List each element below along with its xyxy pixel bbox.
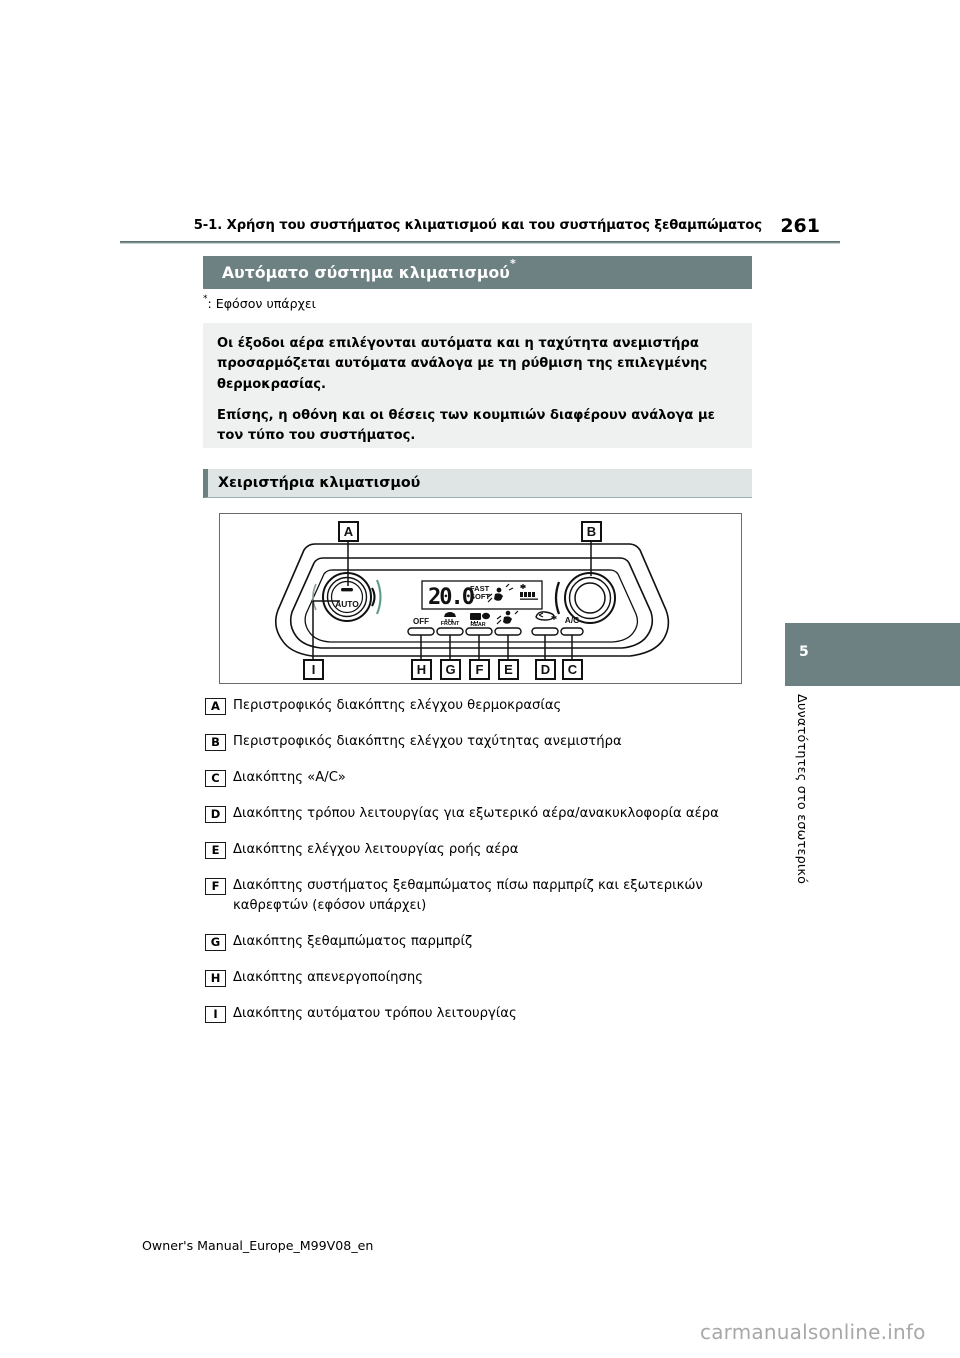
climate-control-panel-figure — [219, 513, 742, 684]
info-paragraph-1: Οι έξοδοι αέρα επιλέγονται αυτόματα και η ταχύτητα ανεμιστήρα προσαρμόζεται αυτόματα ανάλογα με τη ρύθμιση της επιλεγμένης θερμοκρασίας. — [217, 336, 708, 392]
callout-E — [499, 660, 518, 679]
legend-label: Διακόπτης τρόπου λειτουργίας για εξωτερικό αέρα/ανακυκλοφορία αέρα — [233, 805, 719, 821]
auto-button-marker — [341, 588, 353, 591]
climate-display — [422, 581, 542, 610]
legend-key: G — [205, 934, 226, 951]
legend-key: C — [205, 770, 226, 787]
airflow-mode-button[interactable] — [495, 628, 521, 635]
svg-text:H: H — [416, 662, 427, 677]
page-header — [120, 206, 820, 240]
front-label: FRONT — [440, 621, 460, 627]
breadcrumb: 5-1. Χρήση του συστήματος κλιματισμού και του συστήματος ξεθαμπώματος — [193, 218, 762, 233]
list-item — [205, 840, 785, 860]
subsection-title-bar — [203, 469, 752, 498]
chapter-tab — [785, 623, 960, 686]
footnote-marker: * — [203, 294, 208, 304]
header-divider — [120, 241, 840, 244]
ac-button[interactable] — [561, 628, 583, 635]
svg-text:D: D — [540, 662, 551, 677]
svg-text:F: F — [475, 662, 484, 677]
list-item — [205, 696, 785, 716]
display-temperature: 20.0 — [428, 585, 473, 610]
watermark: carmanualsonline.info — [700, 1320, 926, 1344]
callout-C — [563, 660, 582, 679]
temperature-knob[interactable] — [313, 573, 381, 621]
legend-label: Διακόπτης «A/C» — [233, 769, 346, 785]
callout-I — [304, 660, 323, 679]
recirculation-icon — [536, 612, 554, 620]
airflow-mode-icon — [497, 611, 518, 624]
subsection-title: Χειριστήρια κλιματισμού — [218, 475, 421, 491]
info-paragraph-2: Επίσης, η οθόνη και οι θέσεις των κουμπιών διαφέρουν ανάλογα με τον τύπο του συστήματος. — [217, 407, 715, 444]
ac-label: A/C — [564, 615, 580, 625]
svg-text:A: A — [343, 524, 354, 539]
fan-speed-knob[interactable] — [552, 573, 616, 623]
legend-label: Διακόπτης αυτόματου τρόπου λειτουργίας — [233, 1006, 517, 1022]
legend-label: Διακόπτης απενεργοποίησης — [233, 970, 423, 986]
section-title-bar — [203, 256, 752, 289]
info-box — [203, 323, 752, 448]
legend-key: F — [205, 878, 226, 895]
display-fast-label: FAST — [470, 584, 490, 593]
section-title: Αυτόματο σύστημα κλιματισμού* — [222, 257, 516, 283]
footnote-text: : Εφόσον υπάρχει — [207, 296, 316, 312]
legend-key: H — [205, 970, 226, 987]
list-item — [205, 968, 785, 988]
legend-label: Διακόπτης ξεθαμπώματος παρμπρίζ — [233, 934, 473, 950]
chapter-number: 5 — [799, 644, 809, 660]
svg-text:C: C — [567, 662, 578, 677]
callout-F — [470, 660, 489, 679]
list-item — [205, 732, 785, 752]
list-item — [205, 804, 785, 824]
footer-file-name: Owner's Manual_Europe_M99V08_en — [142, 1238, 374, 1253]
list-item — [205, 876, 785, 917]
svg-text:E: E — [504, 662, 513, 677]
rear-defogger-button[interactable] — [466, 628, 492, 635]
legend-label: Περιστροφικός διακόπτης ελέγχου ταχύτητας ανεμιστήρα — [233, 733, 622, 749]
list-item — [205, 768, 785, 788]
legend-label: Διακόπτης συστήματος ξεθαμπώματος πίσω παρμπρίζ και εξωτερικών καθρεφτών (εφόσον υπάρχει) — [233, 877, 703, 914]
callout-B — [582, 522, 601, 541]
callout-G — [441, 660, 460, 679]
off-button[interactable] — [408, 628, 434, 635]
legend-key: B — [205, 734, 226, 751]
display-soft-label: SOFT — [470, 592, 490, 601]
front-defogger-button[interactable] — [437, 628, 463, 635]
svg-text:B: B — [586, 524, 597, 539]
legend-key: E — [205, 842, 226, 859]
air-recirculation-button[interactable] — [532, 628, 558, 635]
callout-H — [412, 660, 431, 679]
section-title-footnote-marker: * — [509, 257, 516, 271]
footnote — [203, 296, 316, 311]
off-label: OFF — [413, 617, 429, 626]
legend-key: I — [205, 1006, 226, 1023]
legend-key: D — [205, 806, 226, 823]
legend-label: Περιστροφικός διακόπτης ελέγχου θερμοκρασίας — [233, 698, 562, 713]
svg-text:I: I — [311, 662, 316, 677]
list-item — [205, 1004, 785, 1024]
auto-label: AUTO — [335, 599, 359, 609]
legend-label: Διακόπτης ελέγχου λειτουργίας ροής αέρα — [233, 841, 519, 857]
callout-A — [339, 522, 358, 541]
callout-D — [536, 660, 555, 679]
svg-text:G: G — [445, 662, 456, 677]
legend-key: A — [205, 698, 226, 715]
legend-list — [205, 696, 785, 1040]
climate-panel-diagram — [220, 514, 741, 683]
rear-label: REAR — [470, 622, 486, 628]
page-number: 261 — [780, 215, 820, 237]
button-row — [408, 611, 583, 635]
chapter-tab-label: Δυνατότητες στο εσωτερικό — [794, 694, 809, 885]
list-item — [205, 932, 785, 952]
